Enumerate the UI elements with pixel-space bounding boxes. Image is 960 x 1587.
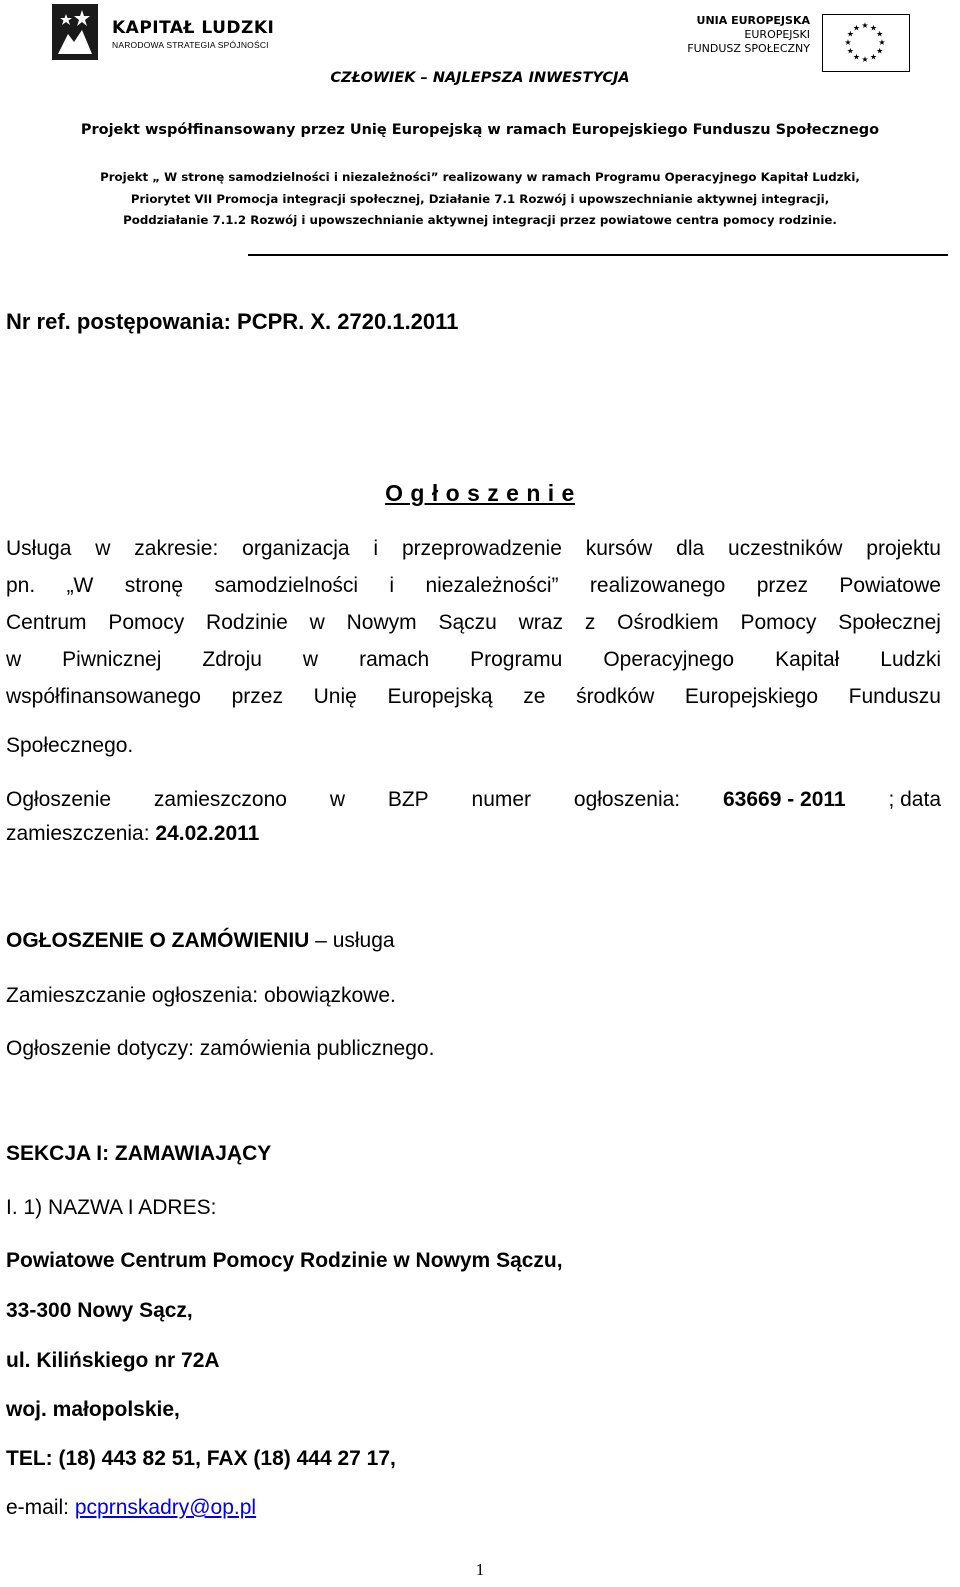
intro-word: Ośrodkiem bbox=[617, 611, 719, 634]
eu-star-icon: ★ bbox=[846, 29, 854, 39]
street-address: ul. Kilińskiego nr 72A bbox=[6, 1349, 220, 1372]
intro-word: Unię bbox=[313, 685, 357, 708]
intro-word: stronę bbox=[124, 574, 184, 597]
eu-star-icon: ★ bbox=[861, 55, 869, 64]
name-address-label: I. 1) NAZWA I ADRES: bbox=[6, 1196, 217, 1219]
postal-address: 33-300 Nowy Sącz, bbox=[6, 1299, 193, 1322]
eu-fund-line1: EUROPEJSKI bbox=[744, 28, 810, 41]
intro-word: niezależności” bbox=[425, 574, 559, 597]
page-number: 1 bbox=[475, 1560, 485, 1579]
eu-logo-text bbox=[687, 14, 810, 56]
eu-star-icon: ★ bbox=[861, 21, 869, 30]
intro-word: Zdroju bbox=[202, 648, 262, 671]
intro-word: organizacja bbox=[242, 537, 350, 560]
intro-word: realizowanego bbox=[589, 574, 726, 597]
intro-word: w bbox=[6, 648, 22, 671]
intro-word: środków bbox=[576, 685, 655, 708]
header-slogan: CZŁOWIEK – NAJLEPSZA INWESTYCJA bbox=[330, 70, 630, 86]
intro-word: współfinansowanego bbox=[6, 685, 201, 708]
phone-fax: TEL: (18) 443 82 51, FAX (18) 444 27 17, bbox=[6, 1447, 396, 1470]
intro-word: projektu bbox=[866, 537, 941, 560]
bzp-word: zamieszczono bbox=[153, 788, 287, 811]
intro-word: uczestników bbox=[728, 537, 843, 560]
concerns-line: Ogłoszenie dotyczy: zamówienia publicznego. bbox=[6, 1037, 435, 1060]
intro-line bbox=[6, 611, 941, 635]
header-project-line-3: Poddziałanie 7.1.2 Rozwój i upowszechnianie aktywnej integracji przez powiatowe centra pomocy rodzinie. bbox=[123, 213, 837, 227]
intro-word: Europejską bbox=[387, 685, 493, 708]
eu-star-icon: ★ bbox=[876, 29, 884, 39]
intro-word: Programu bbox=[470, 648, 563, 671]
intro-word: Ludzki bbox=[880, 648, 941, 671]
intro-word: Piwnicznej bbox=[62, 648, 162, 671]
intro-line bbox=[6, 648, 941, 672]
intro-word: w bbox=[95, 537, 111, 560]
eu-star-icon: ★ bbox=[852, 52, 861, 62]
kapital-ludzki-emblem-icon bbox=[52, 4, 98, 60]
bzp-word: ogłoszenia: bbox=[573, 788, 681, 811]
intro-word: kursów bbox=[585, 537, 653, 560]
intro-word: pn. bbox=[6, 574, 36, 597]
eu-star-icon: ★ bbox=[846, 46, 854, 56]
kapital-ludzki-title: KAPITAŁ LUDZKI bbox=[112, 18, 275, 38]
intro-word: Usługa bbox=[6, 537, 72, 560]
intro-word: przez bbox=[231, 685, 283, 708]
email-line bbox=[6, 1496, 256, 1520]
mandatory-line: Zamieszczanie ogłoszenia: obowiązkowe. bbox=[6, 984, 396, 1007]
intro-word: Powiatowe bbox=[839, 574, 941, 597]
intro-word: Centrum bbox=[6, 611, 87, 634]
eu-logo bbox=[687, 14, 910, 66]
document-title: O g ł o s z e n i e bbox=[385, 480, 575, 506]
voivodeship: woj. małopolskie, bbox=[6, 1398, 180, 1421]
bzp-date-label: zamieszczenia: bbox=[6, 822, 156, 845]
kapital-ludzki-logo bbox=[52, 4, 292, 60]
reference-number: Nr ref. postępowania: PCPR. X. 2720.1.2011 bbox=[6, 309, 459, 334]
intro-last-line: Społecznego. bbox=[6, 734, 134, 757]
eu-star-icon: ★ bbox=[869, 52, 878, 62]
intro-word: zakresie: bbox=[134, 537, 219, 560]
intro-word: ramach bbox=[359, 648, 430, 671]
eu-name: UNIA EUROPEJSKA bbox=[696, 14, 810, 27]
intro-word: Sączu bbox=[438, 611, 497, 634]
intro-word: i bbox=[373, 537, 379, 560]
bzp-word: numer bbox=[471, 788, 532, 811]
intro-word: przeprowadzenie bbox=[401, 537, 562, 560]
eu-star-icon: ★ bbox=[844, 38, 852, 47]
eu-star-icon: ★ bbox=[852, 23, 861, 33]
bzp-after: ; data bbox=[888, 788, 941, 811]
eu-star-icon: ★ bbox=[878, 38, 886, 47]
header-cofinanced: Projekt współfinansowany przez Unię Europejską w ramach Europejskiego Funduszu Społecznego bbox=[80, 122, 880, 138]
intro-line bbox=[6, 537, 941, 561]
intro-word: dla bbox=[676, 537, 705, 560]
intro-word: Funduszu bbox=[848, 685, 941, 708]
intro-word: Kapitał bbox=[775, 648, 840, 671]
order-heading-line bbox=[6, 929, 395, 953]
bzp-word: Ogłoszenie bbox=[6, 788, 112, 811]
eu-star-icon: ★ bbox=[876, 46, 884, 56]
eu-flag-icon bbox=[822, 14, 910, 72]
bzp-line bbox=[6, 788, 941, 812]
bzp-number: 63669 - 2011 bbox=[722, 788, 846, 811]
intro-word: Europejskiego bbox=[684, 685, 819, 708]
bzp-word: BZP bbox=[387, 788, 429, 811]
intro-word: „W bbox=[66, 574, 94, 597]
eu-fund-line2: FUNDUSZ SPOŁECZNY bbox=[687, 42, 810, 55]
header-project-line-1: Projekt „ W stronę samodzielności i niezależności” realizowany w ramach Programu Operacyjnego Kapitał Ludzki, bbox=[100, 170, 860, 184]
intro-word: i bbox=[389, 574, 395, 597]
intro-word: przez bbox=[756, 574, 809, 597]
order-heading: OGŁOSZENIE O ZAMÓWIENIU bbox=[6, 929, 310, 952]
intro-word: Pomocy bbox=[108, 611, 185, 634]
intro-word: z bbox=[584, 611, 596, 634]
eu-star-icon: ★ bbox=[869, 23, 878, 33]
bzp-date-line bbox=[6, 822, 259, 846]
bzp-date: 24.02.2011 bbox=[155, 822, 260, 845]
email-label: e-mail: bbox=[6, 1496, 75, 1519]
intro-word: Nowym bbox=[346, 611, 417, 634]
intro-word: Pomocy bbox=[740, 611, 817, 634]
intro-line bbox=[6, 574, 941, 598]
intro-word: ze bbox=[523, 685, 546, 708]
intro-word: w bbox=[309, 611, 325, 634]
intro-word: Rodzinie bbox=[206, 611, 288, 634]
intro-word: samodzielności bbox=[214, 574, 359, 597]
organization-name: Powiatowe Centrum Pomocy Rodzinie w Nowym Sączu, bbox=[6, 1249, 563, 1272]
section-title: SEKCJA I: ZAMAWIAJĄCY bbox=[6, 1142, 272, 1165]
intro-word: w bbox=[302, 648, 319, 671]
order-type: – usługa bbox=[309, 929, 395, 952]
header-project-line-2: Priorytet VII Promocja integracji społecznej, Działanie 7.1 Rozwój i upowszechnianie aktywnej integracji, bbox=[130, 192, 830, 206]
bzp-word: w bbox=[329, 788, 345, 811]
header-divider bbox=[248, 254, 948, 256]
intro-word: wraz bbox=[518, 611, 563, 634]
kapital-ludzki-subtitle: NARODOWA STRATEGIA SPÓJNOŚCI bbox=[112, 40, 269, 50]
intro-word: Operacyjnego bbox=[603, 648, 735, 671]
intro-word: Społecznej bbox=[838, 611, 941, 634]
email-link[interactable]: pcprnskadry@op.pl bbox=[74, 1496, 257, 1519]
intro-line bbox=[6, 685, 941, 709]
